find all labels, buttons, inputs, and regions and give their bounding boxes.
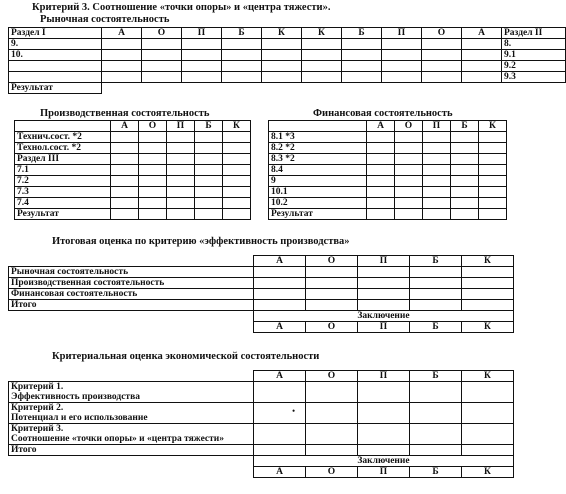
col-header: К — [223, 121, 251, 132]
table-row — [269, 143, 507, 154]
finance-table — [268, 120, 507, 220]
row-label: 10.1 — [269, 187, 367, 198]
row-label: 7.3 — [15, 187, 111, 198]
total-title: Итоговая оценка по критерию «эффективность производства» — [52, 236, 350, 247]
ink-dot: • — [292, 406, 296, 416]
finance-header-row — [269, 121, 507, 132]
production-table — [14, 120, 251, 220]
col-header: А — [254, 322, 306, 333]
criteria-total: Итого — [9, 445, 254, 456]
conclusion-row — [9, 311, 514, 322]
row-label — [9, 72, 102, 83]
table-row — [269, 132, 507, 143]
criteria-title: Критериальная оценка экономической состоятельности — [52, 351, 320, 362]
total-table — [8, 255, 514, 333]
table-row — [269, 209, 507, 220]
table-row — [9, 61, 566, 72]
row-label: 9. — [9, 39, 102, 50]
criterion-name: Эффективность производства — [11, 392, 140, 402]
col-header: Б — [195, 121, 223, 132]
row-label: Итого — [9, 300, 254, 311]
table-row — [15, 132, 251, 143]
market-col: А — [462, 28, 502, 39]
col-header: А — [367, 121, 395, 132]
row-label: 7.1 — [15, 165, 111, 176]
table-row — [9, 289, 514, 300]
col-header: А — [254, 467, 306, 478]
table-row — [9, 445, 514, 456]
table-row — [15, 154, 251, 165]
row-label: 9.3 — [502, 72, 566, 83]
table-row — [9, 424, 514, 445]
col-header: Б — [410, 322, 462, 333]
market-col: А — [102, 28, 142, 39]
row-label: 9.1 — [502, 50, 566, 61]
market-col: П — [182, 28, 222, 39]
row-label: Результат — [15, 209, 111, 220]
criteria-table — [8, 370, 514, 478]
table-row — [9, 403, 514, 424]
row-label: Раздел III — [15, 154, 111, 165]
criterion-name: Потенциал и его использование — [11, 413, 148, 423]
col-header: П — [358, 322, 410, 333]
table-row — [9, 83, 566, 94]
production-header-row — [15, 121, 251, 132]
col-header: Б — [410, 256, 462, 267]
conclusion-row — [9, 456, 514, 467]
row-label: Технич.сост. *2 — [15, 132, 111, 143]
market-title: Рыночная состоятельность — [40, 14, 170, 25]
col-header: П — [358, 371, 410, 382]
market-col: К — [262, 28, 302, 39]
col-header: Б — [410, 371, 462, 382]
table-row — [15, 187, 251, 198]
col-header: К — [479, 121, 507, 132]
total-footer-row — [9, 322, 514, 333]
market-table — [8, 27, 566, 94]
row-label: 7.4 — [15, 198, 111, 209]
row-label: 8.2 *2 — [269, 143, 367, 154]
criterion-1 — [9, 382, 254, 403]
col-header: П — [167, 121, 195, 132]
table-row — [15, 165, 251, 176]
criterion-2 — [9, 403, 254, 424]
table-row — [15, 176, 251, 187]
criteria-footer-row — [9, 467, 514, 478]
row-label: 9.2 — [502, 61, 566, 72]
market-col: О — [422, 28, 462, 39]
table-row — [269, 176, 507, 187]
market-result: Результат — [9, 83, 102, 94]
table-row — [9, 382, 514, 403]
row-label: Технол.сост. *2 — [15, 143, 111, 154]
col-header: О — [306, 322, 358, 333]
row-label: Рыночная состоятельность — [9, 267, 254, 278]
table-row — [15, 209, 251, 220]
col-header: А — [254, 256, 306, 267]
production-title: Производственная состоятельность — [40, 108, 210, 119]
market-right-section: Раздел II — [502, 28, 566, 39]
market-col: П — [382, 28, 422, 39]
col-header: П — [423, 121, 451, 132]
criteria-header-row — [9, 371, 514, 382]
table-row — [269, 198, 507, 209]
col-header: П — [358, 467, 410, 478]
row-label: 8.3 *2 — [269, 154, 367, 165]
criterion-name: Соотношение «точки опоры» и «центра тяжести» — [11, 434, 225, 444]
col-header: К — [462, 371, 514, 382]
row-label — [9, 61, 102, 72]
row-label: 10.2 — [269, 198, 367, 209]
table-row — [15, 143, 251, 154]
market-col: О — [142, 28, 182, 39]
col-header: О — [306, 371, 358, 382]
col-header: О — [139, 121, 167, 132]
row-label: Результат — [269, 209, 367, 220]
col-header: Б — [410, 467, 462, 478]
table-row — [9, 278, 514, 289]
row-label: 7.2 — [15, 176, 111, 187]
table-row — [15, 198, 251, 209]
col-header: А — [254, 371, 306, 382]
table-row — [9, 267, 514, 278]
row-label: 8. — [502, 39, 566, 50]
market-col: Б — [222, 28, 262, 39]
row-label: 10. — [9, 50, 102, 61]
row-label: 9 — [269, 176, 367, 187]
market-col: К — [302, 28, 342, 39]
table-row — [269, 187, 507, 198]
criterion-number: Критерий 3. — [11, 424, 64, 434]
table-row — [269, 165, 507, 176]
col-header: Б — [451, 121, 479, 132]
row-label: Производственная состоятельность — [9, 278, 254, 289]
conclusion-label: Заключение — [254, 311, 514, 322]
col-header: О — [395, 121, 423, 132]
table-row — [9, 72, 566, 83]
row-label: 8.4 — [269, 165, 367, 176]
market-header-row — [9, 28, 566, 39]
row-label: Финансовая состоятельность — [9, 289, 254, 300]
conclusion-label: Заключение — [254, 456, 514, 467]
page-title: Критерий 3. Соотношение «точки опоры» и «центра тяжести». — [32, 2, 331, 13]
table-row — [9, 50, 566, 61]
total-header-row — [9, 256, 514, 267]
col-header: П — [358, 256, 410, 267]
market-col: Б — [342, 28, 382, 39]
col-header: К — [462, 467, 514, 478]
table-row — [9, 39, 566, 50]
table-row — [9, 300, 514, 311]
col-header: А — [111, 121, 139, 132]
col-header: К — [462, 322, 514, 333]
criterion-number: Критерий 1. — [11, 382, 64, 392]
criterion-number: Критерий 2. — [11, 403, 64, 413]
col-header: К — [462, 256, 514, 267]
col-header: О — [306, 256, 358, 267]
table-row — [269, 154, 507, 165]
criterion-3 — [9, 424, 254, 445]
col-header: О — [306, 467, 358, 478]
finance-title: Финансовая состоятельность — [313, 108, 453, 119]
market-left-section: Раздел I — [9, 28, 102, 39]
row-label: 8.1 *3 — [269, 132, 367, 143]
